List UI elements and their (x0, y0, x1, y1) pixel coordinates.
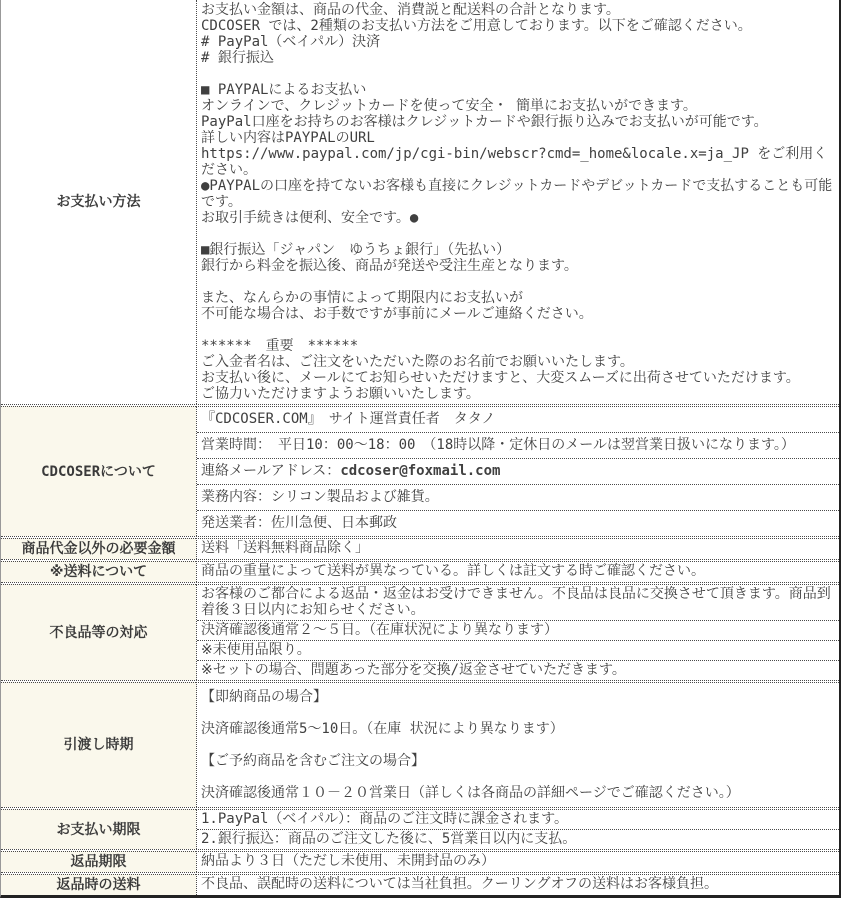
sub-row: 送料「送料無料商品除く」 (201, 540, 369, 556)
text-line: 詳しい内容はPAYPALのURL (201, 130, 375, 146)
text-line (201, 737, 835, 753)
sub-row: 商品の重量によって送料が異なっている。詳しくは註文する時ご確認ください。 (201, 563, 705, 579)
text-line (201, 226, 835, 242)
row-header: お支払い期限 (1, 809, 196, 849)
sub-row: 『CDCOSER.COM』 サイト運営責任者 タタノ (197, 407, 839, 433)
row-header: CDCOSERについて (1, 406, 196, 536)
email-text: cdcoser@foxmail.com (340, 463, 501, 479)
sub-row: 発送業者：佐川急便、日本郵政 (201, 515, 397, 531)
email-label: 連絡メールアドレス： (201, 463, 341, 479)
row-content (196, 682, 839, 807)
row-content (196, 584, 839, 680)
text-line (201, 66, 835, 82)
table-row (1, 404, 839, 536)
text-line: お支払い金額は、商品の代金、消費説と配送料の合計となります。 (201, 2, 620, 18)
sub-row: 決済確認後通常２～５日。（在庫状況により異なります） (197, 621, 839, 641)
row-header: 商品代金以外の必要金額 (1, 538, 196, 559)
row-header: 返品時の送料 (1, 874, 196, 895)
sub-row: 納品より３日（ただし未使用、未開封品のみ） (201, 853, 495, 869)
sub-row: 業務内容：シリコン製品および雑貨。 (197, 485, 839, 511)
sub-row: ※セットの場合、問題あった部分を交換/返金させていただきます。 (201, 662, 626, 678)
text-line: ご入金者名は、ご注文をいただいた際のお名前でお願いいたします。 (201, 354, 634, 370)
text-line: また、なんらかの事情によって期限内にお支払いが (201, 290, 523, 306)
row-content (196, 851, 839, 872)
text-line: お支払い後に、メールにてお知らせいただけますと、大変スムーズに出荷させていただけます。 (201, 370, 800, 386)
text-line: 決済確認後通常5～10日。（在庫 状況により異なります） (201, 721, 564, 737)
text-line: ****** 重要 ****** (201, 338, 359, 354)
row-header: 不良品等の対応 (1, 584, 196, 680)
sub-row: ※未使用品限り。 (197, 641, 839, 661)
sub-row: 不良品、誤配時の送料については当社負担。クーリングオフの送料はお客様負担。 (201, 876, 719, 892)
row-content (196, 538, 839, 559)
text-line: # PayPal（ベイパル）決済 (201, 34, 381, 50)
sub-row: 1.PayPal（ベイパル）：商品のご注文時に課金されます。 (197, 810, 839, 830)
row-content (196, 0, 839, 404)
text-line (201, 322, 835, 338)
text-line: 不可能な場合は、お手数ですが事前にメールご連絡ください。 (201, 306, 593, 322)
text-line (201, 705, 835, 721)
text-line: 【ご予約商品を含むご注文の場合】 (201, 753, 425, 769)
row-content (196, 561, 839, 582)
table-row (1, 872, 839, 895)
text-line: ご協力いただけますようお願いいたします。 (201, 386, 480, 402)
row-content (196, 874, 839, 895)
text-line: # 銀行振込 (201, 50, 274, 66)
table-row (1, 0, 839, 404)
text-line: https://www.paypal.com/jp/cgi-bin/webscr?cmd=_home&locale.x=ja_JP をご利用ください。 (201, 146, 828, 178)
table-row (1, 536, 839, 559)
row-header: 引渡し時期 (1, 682, 196, 807)
text-line: 【即納商品の場合】 (201, 689, 327, 705)
text-line (201, 274, 835, 290)
table-row (1, 680, 839, 807)
text-line: お取引手続きは便利、安全です。● (201, 210, 419, 226)
sub-row (197, 459, 839, 485)
row-content (196, 406, 839, 536)
row-header: ※送料について (1, 561, 196, 582)
text-line (201, 769, 835, 785)
text-line: 決済確認後通常１０－２０営業日（詳しくは各商品の詳細ページでご確認ください。） (201, 785, 740, 801)
text-line: ■銀行振込「ジャパン ゆうちょ銀行」（先払い） (201, 242, 511, 258)
row-content (196, 809, 839, 849)
table-row (1, 582, 839, 680)
text-line: CDCOSER では、2種類のお支払い方法をご用意しております。以下をご確認ください。 (201, 18, 752, 34)
sub-row: 営業時間： 平日10：00～18：00 （18時以降・定休日のメールは翌営業日扱いになります。） (197, 433, 839, 459)
table-row (1, 559, 839, 582)
text-line: オンラインで、クレジットカードを使って安全・ 簡単にお支払いができます。 (201, 98, 697, 114)
table-row (1, 807, 839, 849)
text-line: ■ PAYPALによるお支払い (201, 82, 367, 98)
sub-row: 2.銀行振込：商品のご注文した後に、5営業日以内に支払。 (201, 831, 577, 847)
text-line: 銀行から料金を振込後、商品が発送や受注生産となります。 (201, 258, 578, 274)
row-header: 返品期限 (1, 851, 196, 872)
table-row (1, 849, 839, 872)
row-header: お支払い方法 (1, 0, 196, 404)
text-line: PayPal口座をお持ちのお客様はクレジットカードや銀行振り込みでお支払いが可能です。 (201, 114, 768, 130)
sub-row: お客様のご都合による返品・返金はお受けできません。不良品は良品に交換させて頂きます。商品到着後３日以内にお知らせください。 (197, 585, 839, 621)
text-line: ●PAYPALの口座を持てないお客様も直接にクレジットカードやデビットカードで支払することも可能です。 (201, 178, 833, 210)
